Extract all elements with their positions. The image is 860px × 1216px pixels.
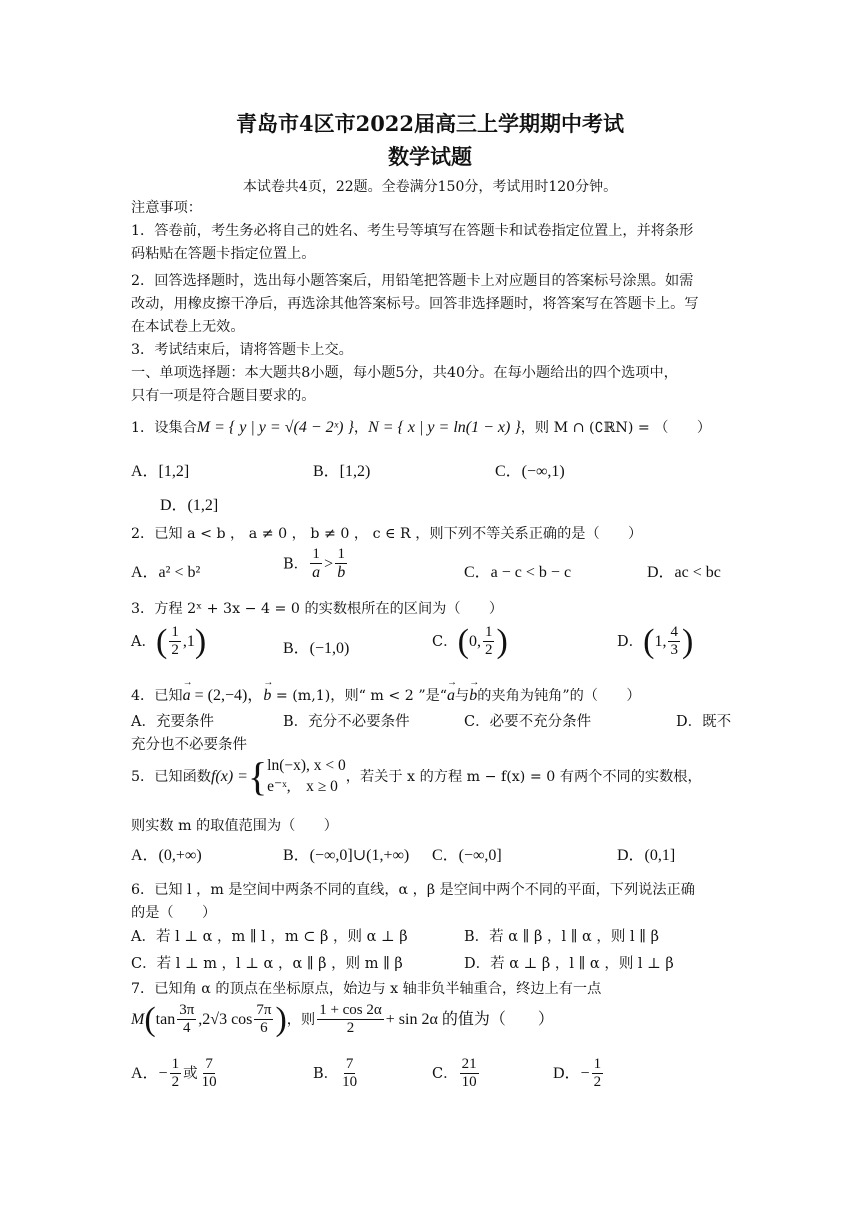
q3-c-label: C． bbox=[432, 633, 458, 650]
q2-b-num-2: 1 bbox=[335, 546, 347, 564]
question-5-stem: 5．已知函数f(x) ={ ln(−x), x < 0 e⁻ˣ, x ≥ 0 ，若关于 x 的方程 m − f(x) = 0 有两个不同的实数根， bbox=[131, 753, 702, 799]
q1-set-n: N = { x | y = ln(1 − x) } bbox=[368, 419, 521, 436]
q1-set-m: M = { y | y = √(4 − 2ˣ) } bbox=[196, 419, 354, 436]
q6-option-d: D．若 α ⊥ β ，l ∥ α ，则 l ⊥ β bbox=[464, 956, 674, 972]
question-7-stem-line-1: 7．已知角 α 的顶点在坐标原点，始边与 x 轴非负半轴重合，终边上有一点 bbox=[131, 981, 602, 997]
q3-a-fraction bbox=[169, 624, 181, 660]
q7-c-fraction bbox=[460, 1056, 479, 1092]
q4-vector-a: → a bbox=[183, 687, 191, 705]
q4-option-d-part-2: 充分也不必要条件 bbox=[131, 737, 247, 753]
q5-line-2: 则实数 m 的取值范围为（ ） bbox=[131, 818, 338, 834]
q1-sep: ， bbox=[353, 420, 369, 436]
q3-d-label: D． bbox=[617, 633, 644, 650]
q3-option-d: D．(1, $\frac{4}{3}$ ) bbox=[617, 622, 694, 660]
q7-a-den-1: 2 bbox=[171, 1074, 180, 1091]
q7-option-b bbox=[313, 1056, 361, 1092]
q3-d-fraction bbox=[668, 624, 680, 660]
q2-b-fraction-1 bbox=[310, 546, 322, 583]
q4-option-b: B．充分不必要条件 bbox=[283, 714, 410, 730]
notice-2-line-3: 在本试卷上无效。 bbox=[131, 319, 245, 335]
q7-b-label: B． bbox=[313, 1065, 339, 1082]
q2-b-den-1: a bbox=[312, 564, 321, 582]
q3-option-a: A．( $\frac{1}{2}$ ,1) bbox=[131, 622, 207, 660]
q7-d-label: D．− bbox=[553, 1064, 590, 1082]
section-heading-line-2: 只有一项是符合题目要求的。 bbox=[131, 388, 316, 404]
q3-c-num: 1 bbox=[483, 624, 495, 642]
q1-option-b: B．[1,2) bbox=[313, 463, 371, 480]
q7-d-num: 1 bbox=[592, 1056, 604, 1074]
question-1-stem bbox=[131, 417, 711, 437]
q4-stem-d: 与 bbox=[455, 688, 470, 704]
section-heading-line-1: 一、单项选择题：本大题共8小题，每小题5分，共40分。在每小题给出的四个选项中， bbox=[131, 365, 678, 381]
q5-function: f(x) = bbox=[210, 767, 248, 785]
q7-fraction-2 bbox=[254, 1002, 273, 1038]
q2-option-c: C．a − c < b − c bbox=[464, 564, 572, 581]
q7-b-den: 10 bbox=[342, 1074, 358, 1091]
q3-a-label: A． bbox=[131, 633, 156, 650]
q7-option-c bbox=[432, 1056, 481, 1092]
q4-vector-b-2: → b bbox=[469, 687, 477, 705]
q7-a-num-1: 1 bbox=[170, 1056, 182, 1074]
exam-intro: 本试卷共4页，22题。全卷满分150分，考试用时120分钟。 bbox=[242, 179, 618, 195]
question-6-stem-line-2: 的是（ ） bbox=[131, 905, 217, 921]
q7-a-fraction-1 bbox=[170, 1056, 182, 1092]
q4-stem-b: = (2,−4)， bbox=[190, 687, 264, 704]
q5-case-2: e⁻ˣ, x ≥ 0 bbox=[267, 777, 338, 795]
q7-mid: ,2√3 cos bbox=[198, 1010, 253, 1028]
q7-a-fraction-2 bbox=[200, 1056, 219, 1092]
q5-tail: ，若关于 x 的方程 m − f(x) = 0 有两个不同的实数根， bbox=[345, 768, 702, 785]
q7-f1-num: 3π bbox=[177, 1002, 196, 1020]
q4-vector-b: → b bbox=[263, 687, 271, 705]
q1-option-c: C．(−∞,1) bbox=[495, 463, 565, 480]
q2-b-relation: > bbox=[324, 555, 334, 573]
q1-prefix: 1．设集合 bbox=[131, 420, 197, 436]
exam-subtitle: 数学试题 bbox=[388, 144, 472, 169]
q3-option-b: B．(−1,0) bbox=[283, 640, 350, 657]
q4-option-a: A．充要条件 bbox=[131, 714, 214, 730]
q7-d-den: 2 bbox=[593, 1074, 602, 1091]
q2-b-den-2: b bbox=[337, 564, 346, 582]
q7-option-a bbox=[131, 1056, 221, 1092]
q7-f3-num: 1 + cos 2α bbox=[317, 1002, 384, 1020]
q3-a-tail: ,1 bbox=[182, 632, 195, 650]
q2-option-b bbox=[283, 546, 349, 583]
question-2-stem: 2．已知 a < b ， a ≠ 0 ， b ≠ 0 ， c ∈ R ，则下列不等关系正确的是（ ） bbox=[131, 526, 643, 542]
q7-f2-num: 7π bbox=[254, 1002, 273, 1020]
q2-b-fraction-2 bbox=[335, 546, 347, 583]
q7-a-or: 或 bbox=[183, 1065, 198, 1082]
q1-ask: ，则 M ∩ (∁ℝN) = （ ） bbox=[520, 420, 712, 436]
q3-d-head: 1, bbox=[654, 632, 667, 650]
q7-tan: tan bbox=[155, 1010, 176, 1028]
q4-stem-a: 4．已知 bbox=[131, 688, 183, 704]
q4-option-d-part-1: D．既不 bbox=[676, 714, 732, 730]
q7-option-d bbox=[553, 1056, 605, 1092]
question-3-stem: 3．方程 2ˣ + 3x − 4 = 0 的实数根所在的区间为（ ） bbox=[131, 601, 504, 617]
q5-cases bbox=[267, 756, 346, 798]
q7-f3-den: 2 bbox=[346, 1020, 355, 1037]
q5-option-c: C．(−∞,0] bbox=[432, 847, 502, 864]
q6-option-c: C．若 l ⊥ m ，l ⊥ α ，α ∥ β ，则 m ∥ β bbox=[131, 956, 403, 972]
q3-c-head: 0, bbox=[468, 632, 481, 650]
q5-option-a: A．(0,+∞) bbox=[131, 847, 202, 864]
q7-c-num: 21 bbox=[460, 1056, 479, 1074]
q2-option-a: A．a² < b² bbox=[131, 564, 201, 581]
q3-d-den: 3 bbox=[670, 642, 678, 659]
q3-d-num: 4 bbox=[668, 624, 680, 642]
q3-a-den: 2 bbox=[171, 642, 179, 659]
q3-a-num: 1 bbox=[169, 624, 181, 642]
question-4-stem bbox=[131, 682, 641, 705]
q5-option-b: B．(−∞,0]∪(1,+∞) bbox=[283, 847, 410, 864]
notice-3: 3．考试结束后，请将答题卡上交。 bbox=[131, 342, 353, 358]
q4-stem-e: 的夹角为钝角”的（ ） bbox=[477, 688, 641, 704]
q4-option-c: C．必要不充分条件 bbox=[464, 714, 592, 730]
q3-c-den: 2 bbox=[484, 642, 493, 659]
q7-f1-den: 4 bbox=[182, 1020, 191, 1037]
notice-2-line-1: 2．回答选择题时，选出每小题答案后，用铅笔把答题卡上对应题目的答案标号涂黑。如需 bbox=[131, 273, 694, 289]
q7-a-num-2: 7 bbox=[203, 1056, 215, 1074]
notice-2-line-2: 改动，用橡皮擦干净后，再选涂其他答案标号。回答非选择题时，将答案写在答题卡上。写 bbox=[131, 296, 699, 312]
q7-d-fraction bbox=[592, 1056, 604, 1092]
q7-c-den: 10 bbox=[461, 1074, 477, 1091]
q1-option-d: D．(1,2] bbox=[160, 497, 219, 514]
question-6-stem-line-1: 6．已知 l ，m 是空间中两条不同的直线，α ，β 是空间中两个不同的平面，下列说法正确 bbox=[131, 882, 695, 898]
notice-1-line-2: 码粘贴在答题卡指定位置上。 bbox=[131, 246, 316, 262]
question-7-stem-line-2: M(tan $\frac{3\pi}{4}$ ,2√3 cos $\frac{7\pi}{6}$ )，则 $\frac{1 + \cos 2\alpha}{2}$ + sin 2α 的值为（ ） bbox=[131, 1000, 554, 1038]
q4-stem-c: = (m,1)，则“ m < 2 ”是“ bbox=[271, 688, 448, 704]
q5-prefix: 5．已知函数 bbox=[131, 768, 211, 785]
q7-b-fraction bbox=[340, 1056, 359, 1092]
q6-option-a: A．若 l ⊥ α ，m ∥ l ，m ⊂ β ，则 α ⊥ β bbox=[131, 929, 408, 945]
q4-vector-a-2: → a bbox=[447, 687, 455, 705]
q7-then: ，则 bbox=[286, 1011, 316, 1028]
q7-point-label: M bbox=[131, 1010, 145, 1028]
q7-f2-den: 6 bbox=[260, 1020, 268, 1037]
q5-case-1: ln(−x), x < 0 bbox=[267, 757, 346, 774]
q2-option-d: D．ac < bc bbox=[647, 564, 721, 581]
q7-fraction-3 bbox=[317, 1002, 384, 1038]
q6-option-b: B．若 α ∥ β ，l ∥ α ，则 l ∥ β bbox=[464, 929, 659, 945]
q3-c-fraction bbox=[483, 624, 495, 660]
q2-b-num-1: 1 bbox=[310, 546, 322, 564]
q7-b-num: 7 bbox=[344, 1056, 356, 1074]
q7-plus: + sin 2α 的值为（ ） bbox=[385, 1010, 554, 1028]
q7-a-den-2: 10 bbox=[201, 1074, 217, 1091]
q7-a-label: A．− bbox=[131, 1064, 168, 1082]
notice-1-line-1: 1．答卷前，考生务必将自己的姓名、考生号等填写在答题卡和试卷指定位置上，并将条形 bbox=[131, 223, 694, 239]
q7-fraction-1 bbox=[177, 1002, 196, 1038]
q3-option-c: C．(0, $\frac{1}{2}$ ) bbox=[432, 622, 508, 660]
q1-option-a: A．[1,2] bbox=[131, 463, 190, 480]
q5-option-d: D．(0,1] bbox=[617, 847, 676, 864]
notice-heading: 注意事项： bbox=[131, 200, 202, 216]
q2-b-label: B． bbox=[283, 556, 309, 573]
q7-c-label: C． bbox=[432, 1065, 458, 1082]
exam-title: 青岛市4区市2022届高三上学期期中考试 bbox=[235, 111, 625, 136]
